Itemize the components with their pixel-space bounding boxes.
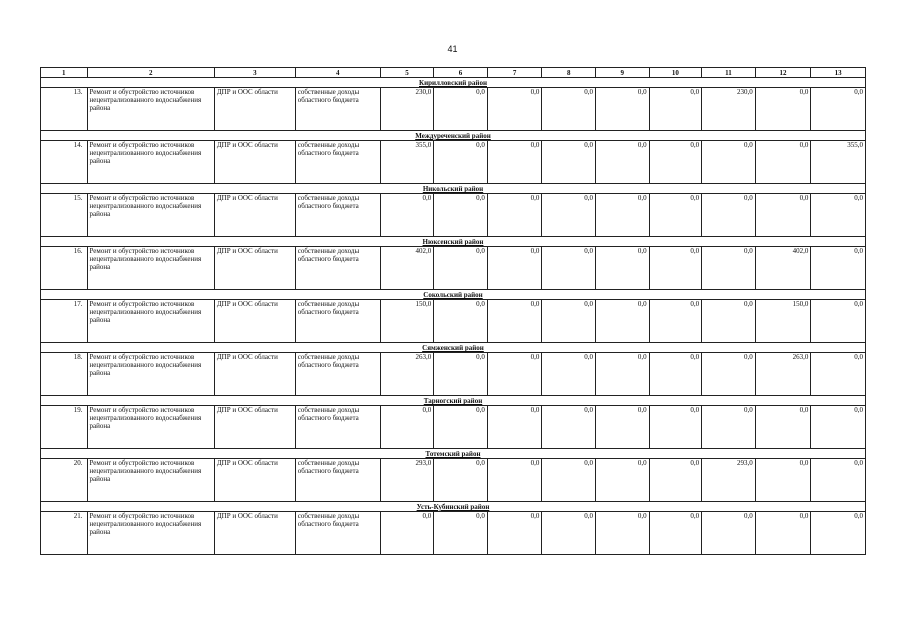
value-cell: 0,0 (542, 300, 596, 343)
executor: ДПР и ООС области (214, 247, 295, 290)
table-row (41, 194, 866, 237)
row-number: 21. (41, 512, 88, 555)
row-number: 19. (41, 406, 88, 449)
table-row (41, 88, 866, 131)
value-cell: 0,0 (702, 194, 756, 237)
value-cell: 0,0 (649, 353, 702, 396)
row-number: 14. (41, 141, 88, 184)
value-cell: 0,0 (487, 353, 542, 396)
value-cell: 0,0 (755, 512, 811, 555)
table-body (41, 68, 866, 555)
value-cell: 0,0 (755, 88, 811, 131)
value-cell: 0,0 (380, 406, 434, 449)
district-row (41, 237, 866, 247)
value-cell: 0,0 (434, 512, 488, 555)
funding-source: собственные доходы областного бюджета (295, 247, 380, 290)
value-cell: 0,0 (542, 406, 596, 449)
value-cell: 0,0 (702, 300, 756, 343)
row-number: 17. (41, 300, 88, 343)
value-cell: 0,0 (811, 512, 866, 555)
header-cell: 12 (755, 68, 811, 78)
value-cell: 0,0 (434, 194, 488, 237)
district-title: Тотемский район (41, 449, 866, 459)
measure-name: Ремонт и обустройство источников нецентрализованного водоснабжения района (87, 194, 214, 237)
value-cell: 355,0 (380, 141, 434, 184)
value-cell: 0,0 (487, 300, 542, 343)
value-cell: 0,0 (596, 141, 650, 184)
table-row (41, 353, 866, 396)
value-cell: 0,0 (487, 194, 542, 237)
header-cell: 11 (702, 68, 756, 78)
measure-name: Ремонт и обустройство источников нецентрализованного водоснабжения района (87, 406, 214, 449)
value-cell: 0,0 (811, 353, 866, 396)
header-row (41, 68, 866, 78)
value-cell: 263,0 (755, 353, 811, 396)
value-cell: 0,0 (542, 88, 596, 131)
value-cell: 0,0 (649, 406, 702, 449)
header-cell: 4 (295, 68, 380, 78)
value-cell: 0,0 (596, 300, 650, 343)
district-title: Междуреченский район (41, 131, 866, 141)
value-cell: 0,0 (596, 88, 650, 131)
value-cell: 150,0 (755, 300, 811, 343)
value-cell: 355,0 (811, 141, 866, 184)
value-cell: 0,0 (487, 459, 542, 502)
value-cell: 402,0 (755, 247, 811, 290)
value-cell: 0,0 (755, 406, 811, 449)
executor: ДПР и ООС области (214, 88, 295, 131)
measure-name: Ремонт и обустройство источников нецентрализованного водоснабжения района (87, 88, 214, 131)
budget-table (40, 67, 866, 555)
value-cell: 0,0 (755, 141, 811, 184)
district-row (41, 502, 866, 512)
measure-name: Ремонт и обустройство источников нецентрализованного водоснабжения района (87, 459, 214, 502)
funding-source: собственные доходы областного бюджета (295, 353, 380, 396)
value-cell: 0,0 (434, 406, 488, 449)
district-title: Тарногский район (41, 396, 866, 406)
table-row (41, 512, 866, 555)
value-cell: 0,0 (434, 300, 488, 343)
value-cell: 0,0 (649, 88, 702, 131)
district-row (41, 78, 866, 88)
funding-source: собственные доходы областного бюджета (295, 194, 380, 237)
value-cell: 0,0 (380, 194, 434, 237)
district-row (41, 449, 866, 459)
value-cell: 0,0 (434, 459, 488, 502)
district-title: Сокольский район (41, 290, 866, 300)
value-cell: 0,0 (596, 247, 650, 290)
value-cell: 0,0 (649, 512, 702, 555)
value-cell: 263,0 (380, 353, 434, 396)
executor: ДПР и ООС области (214, 141, 295, 184)
executor: ДПР и ООС области (214, 194, 295, 237)
value-cell: 0,0 (487, 247, 542, 290)
district-row (41, 396, 866, 406)
value-cell: 0,0 (596, 512, 650, 555)
value-cell: 0,0 (434, 247, 488, 290)
measure-name: Ремонт и обустройство источников нецентрализованного водоснабжения района (87, 300, 214, 343)
value-cell: 0,0 (380, 512, 434, 555)
district-row (41, 290, 866, 300)
row-number: 13. (41, 88, 88, 131)
header-cell: 13 (811, 68, 866, 78)
value-cell: 0,0 (434, 88, 488, 131)
district-row (41, 343, 866, 353)
value-cell: 150,0 (380, 300, 434, 343)
district-title: Сямженский район (41, 343, 866, 353)
value-cell: 0,0 (649, 459, 702, 502)
header-cell: 5 (380, 68, 434, 78)
header-cell: 2 (87, 68, 214, 78)
value-cell: 230,0 (380, 88, 434, 131)
value-cell: 0,0 (702, 406, 756, 449)
value-cell: 0,0 (755, 194, 811, 237)
executor: ДПР и ООС области (214, 300, 295, 343)
value-cell: 0,0 (596, 406, 650, 449)
value-cell: 0,0 (596, 459, 650, 502)
value-cell: 0,0 (487, 88, 542, 131)
header-cell: 6 (434, 68, 488, 78)
value-cell: 0,0 (542, 247, 596, 290)
executor: ДПР и ООС области (214, 406, 295, 449)
row-number: 15. (41, 194, 88, 237)
value-cell: 0,0 (811, 194, 866, 237)
value-cell: 0,0 (811, 247, 866, 290)
funding-source: собственные доходы областного бюджета (295, 141, 380, 184)
header-cell: 10 (649, 68, 702, 78)
value-cell: 0,0 (434, 353, 488, 396)
value-cell: 0,0 (702, 512, 756, 555)
value-cell: 0,0 (542, 141, 596, 184)
value-cell: 0,0 (542, 512, 596, 555)
value-cell: 0,0 (542, 194, 596, 237)
executor: ДПР и ООС области (214, 512, 295, 555)
value-cell: 0,0 (649, 141, 702, 184)
funding-source: собственные доходы областного бюджета (295, 406, 380, 449)
district-title: Никольский район (41, 184, 866, 194)
value-cell: 0,0 (487, 141, 542, 184)
measure-name: Ремонт и обустройство источников нецентрализованного водоснабжения района (87, 141, 214, 184)
value-cell: 0,0 (596, 194, 650, 237)
value-cell: 0,0 (487, 512, 542, 555)
district-title: Кирилловский район (41, 78, 866, 88)
funding-source: собственные доходы областного бюджета (295, 300, 380, 343)
header-cell: 9 (596, 68, 650, 78)
row-number: 18. (41, 353, 88, 396)
value-cell: 0,0 (702, 141, 756, 184)
value-cell: 0,0 (434, 141, 488, 184)
header-cell: 7 (487, 68, 542, 78)
value-cell: 0,0 (596, 353, 650, 396)
value-cell: 0,0 (649, 247, 702, 290)
value-cell: 0,0 (542, 459, 596, 502)
table-row (41, 247, 866, 290)
table-row (41, 459, 866, 502)
header-cell: 8 (542, 68, 596, 78)
value-cell: 0,0 (755, 459, 811, 502)
district-title: Усть-Кубинский район (41, 502, 866, 512)
value-cell: 0,0 (811, 459, 866, 502)
value-cell: 0,0 (702, 353, 756, 396)
value-cell: 293,0 (702, 459, 756, 502)
table-row (41, 141, 866, 184)
table-row (41, 406, 866, 449)
value-cell: 293,0 (380, 459, 434, 502)
row-number: 20. (41, 459, 88, 502)
measure-name: Ремонт и обустройство источников нецентрализованного водоснабжения района (87, 353, 214, 396)
table-row (41, 300, 866, 343)
value-cell: 0,0 (542, 353, 596, 396)
measure-name: Ремонт и обустройство источников нецентрализованного водоснабжения района (87, 247, 214, 290)
executor: ДПР и ООС области (214, 459, 295, 502)
value-cell: 0,0 (487, 406, 542, 449)
value-cell: 0,0 (811, 88, 866, 131)
district-title: Нюксенский район (41, 237, 866, 247)
executor: ДПР и ООС области (214, 353, 295, 396)
measure-name: Ремонт и обустройство источников нецентрализованного водоснабжения района (87, 512, 214, 555)
funding-source: собственные доходы областного бюджета (295, 88, 380, 131)
page-number: 41 (447, 44, 458, 54)
value-cell: 0,0 (649, 194, 702, 237)
header-cell: 3 (214, 68, 295, 78)
funding-source: собственные доходы областного бюджета (295, 512, 380, 555)
value-cell: 0,0 (811, 300, 866, 343)
district-row (41, 131, 866, 141)
value-cell: 402,0 (380, 247, 434, 290)
value-cell: 0,0 (811, 406, 866, 449)
row-number: 16. (41, 247, 88, 290)
value-cell: 0,0 (649, 300, 702, 343)
value-cell: 0,0 (702, 247, 756, 290)
header-cell: 1 (41, 68, 88, 78)
value-cell: 230,0 (702, 88, 756, 131)
district-row (41, 184, 866, 194)
funding-source: собственные доходы областного бюджета (295, 459, 380, 502)
